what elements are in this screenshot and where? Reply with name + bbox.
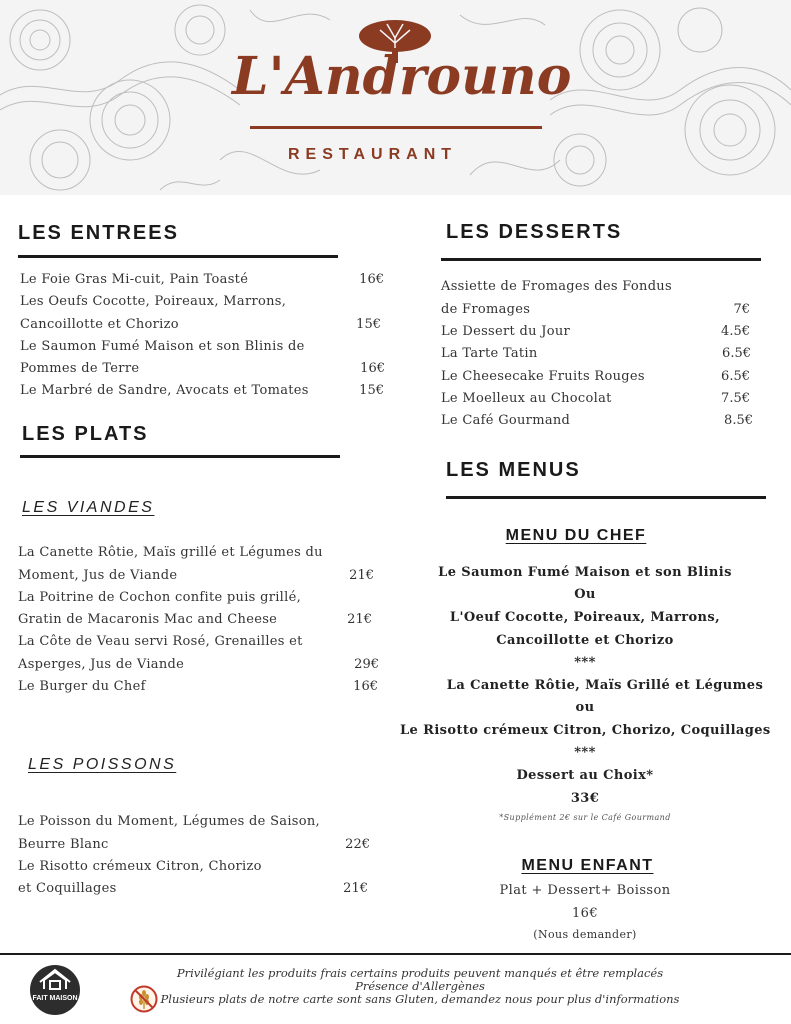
dessert-item: Le Café Gourmand <box>441 413 571 428</box>
menu-chef-price: 33€ <box>570 791 600 806</box>
menu-chef-line: Ou <box>574 587 596 602</box>
badge-label: FAIT MAISON <box>32 995 78 1002</box>
viande-item: Gratin de Macaronis Mac and Cheese <box>18 612 278 627</box>
dessert-price: 8.5€ <box>724 413 753 428</box>
dessert-price: 6.5€ <box>722 346 751 361</box>
dessert-item: de Fromages <box>441 302 531 317</box>
viandes-title: LES VIANDES <box>22 499 155 516</box>
brand-block <box>0 0 791 195</box>
menu-chef-separator: *** <box>574 745 596 760</box>
menu-enfant-note: (Nous demander) <box>533 928 637 941</box>
poisson-item: Le Risotto crémeux Citron, Chorizo <box>18 859 262 874</box>
plats-rule <box>20 455 340 458</box>
viande-price: 16€ <box>353 679 378 694</box>
menu-enfant-title: MENU ENFANT <box>521 857 654 874</box>
poissons-title: LES POISSONS <box>28 756 177 773</box>
entrees-title: LES ENTREES <box>18 222 179 244</box>
menu-enfant-price: 16€ <box>571 906 598 921</box>
desserts-title: LES DESSERTS <box>446 221 623 243</box>
house-icon <box>30 965 80 995</box>
menu-chef-title: MENU DU CHEF <box>505 527 647 544</box>
dessert-item: Le Dessert du Jour <box>441 324 571 339</box>
menu-chef-separator: *** <box>574 655 596 670</box>
footer-gluten-note: Plusieurs plats de notre carte sont sans Gluten, demandez nous pour plus d'informations <box>160 992 680 1006</box>
menu-chef-line: Dessert au Choix* <box>516 768 654 783</box>
menu-chef-line: Le Risotto crémeux Citron, Chorizo, Coquillages <box>400 723 771 738</box>
dessert-item: Le Moelleux au Chocolat <box>441 391 612 406</box>
fait-maison-badge <box>30 965 80 1015</box>
viande-price: 21€ <box>347 612 372 627</box>
entree-price: 16€ <box>359 272 384 287</box>
restaurant-name: L'Androuno <box>232 46 572 107</box>
entree-price: 15€ <box>359 383 384 398</box>
entree-item: Pommes de Terre <box>20 361 140 376</box>
viande-price: 21€ <box>349 568 374 583</box>
footer-rule <box>0 953 791 955</box>
entrees-rule <box>18 255 338 258</box>
entree-price: 15€ <box>356 317 381 332</box>
entree-item: Le Marbré de Sandre, Avocats et Tomates <box>20 383 309 398</box>
viande-item: La Côte de Veau servi Rosé, Grenailles et <box>18 634 303 649</box>
menu-chef-line: Le Saumon Fumé Maison et son Blinis <box>438 565 732 580</box>
viande-item: Asperges, Jus de Viande <box>18 657 185 672</box>
menu-chef-line: L'Oeuf Cocotte, Poireaux, Marrons, <box>449 610 721 625</box>
entree-price: 16€ <box>360 361 385 376</box>
poisson-item: Le Poisson du Moment, Légumes de Saison, <box>18 814 320 829</box>
header-banner <box>0 0 791 195</box>
menu-chef-line: Cancoillotte et Chorizo <box>496 633 674 648</box>
dessert-price: 7.5€ <box>721 391 750 406</box>
dessert-item: Assiette de Fromages des Fondus <box>441 279 672 294</box>
entree-item: Cancoillotte et Chorizo <box>20 317 179 332</box>
plats-title: LES PLATS <box>22 423 149 445</box>
menu-chef-line: ou <box>575 700 595 715</box>
viande-item: La Poitrine de Cochon confite puis grillé, <box>18 590 302 605</box>
dessert-price: 7€ <box>733 302 750 317</box>
menu-enfant-content: Plat + Dessert+ Boisson <box>499 883 671 898</box>
menu-chef-line: La Canette Rôtie, Maïs Grillé et Légumes <box>446 678 764 693</box>
poisson-item: Beurre Blanc <box>18 837 109 852</box>
viande-item: La Canette Rôtie, Maïs grillé et Légumes du <box>18 545 323 560</box>
poisson-price: 22€ <box>345 837 370 852</box>
footer-fresh-products-note: Privilégiant les produits frais certains produits peuvent manqués et être remplacés <box>176 966 664 980</box>
viande-item: Le Burger du Chef <box>18 679 146 694</box>
poisson-item: et Coquillages <box>18 881 117 896</box>
entree-item: Les Oeufs Cocotte, Poireaux, Marrons, <box>20 294 287 309</box>
dessert-item: Le Cheesecake Fruits Rouges <box>441 369 645 384</box>
menu-chef-note: *Supplément 2€ sur le Café Gourmand <box>499 813 671 822</box>
restaurant-subtitle: RESTAURANT <box>288 146 458 163</box>
dessert-price: 6.5€ <box>721 369 750 384</box>
menus-title: LES MENUS <box>446 459 581 481</box>
footer-allergens-note: Présence d'Allergènes <box>355 979 485 993</box>
dessert-item: La Tarte Tatin <box>441 346 538 361</box>
dessert-price: 4.5€ <box>721 324 750 339</box>
poisson-price: 21€ <box>343 881 368 896</box>
entree-item: Le Foie Gras Mi-cuit, Pain Toasté <box>20 272 249 287</box>
viande-price: 29€ <box>354 657 379 672</box>
menus-rule <box>446 496 766 499</box>
desserts-rule <box>441 258 761 261</box>
entree-item: Le Saumon Fumé Maison et son Blinis de <box>20 339 305 354</box>
viande-item: Moment, Jus de Viande <box>18 568 178 583</box>
brand-underline <box>250 126 542 129</box>
